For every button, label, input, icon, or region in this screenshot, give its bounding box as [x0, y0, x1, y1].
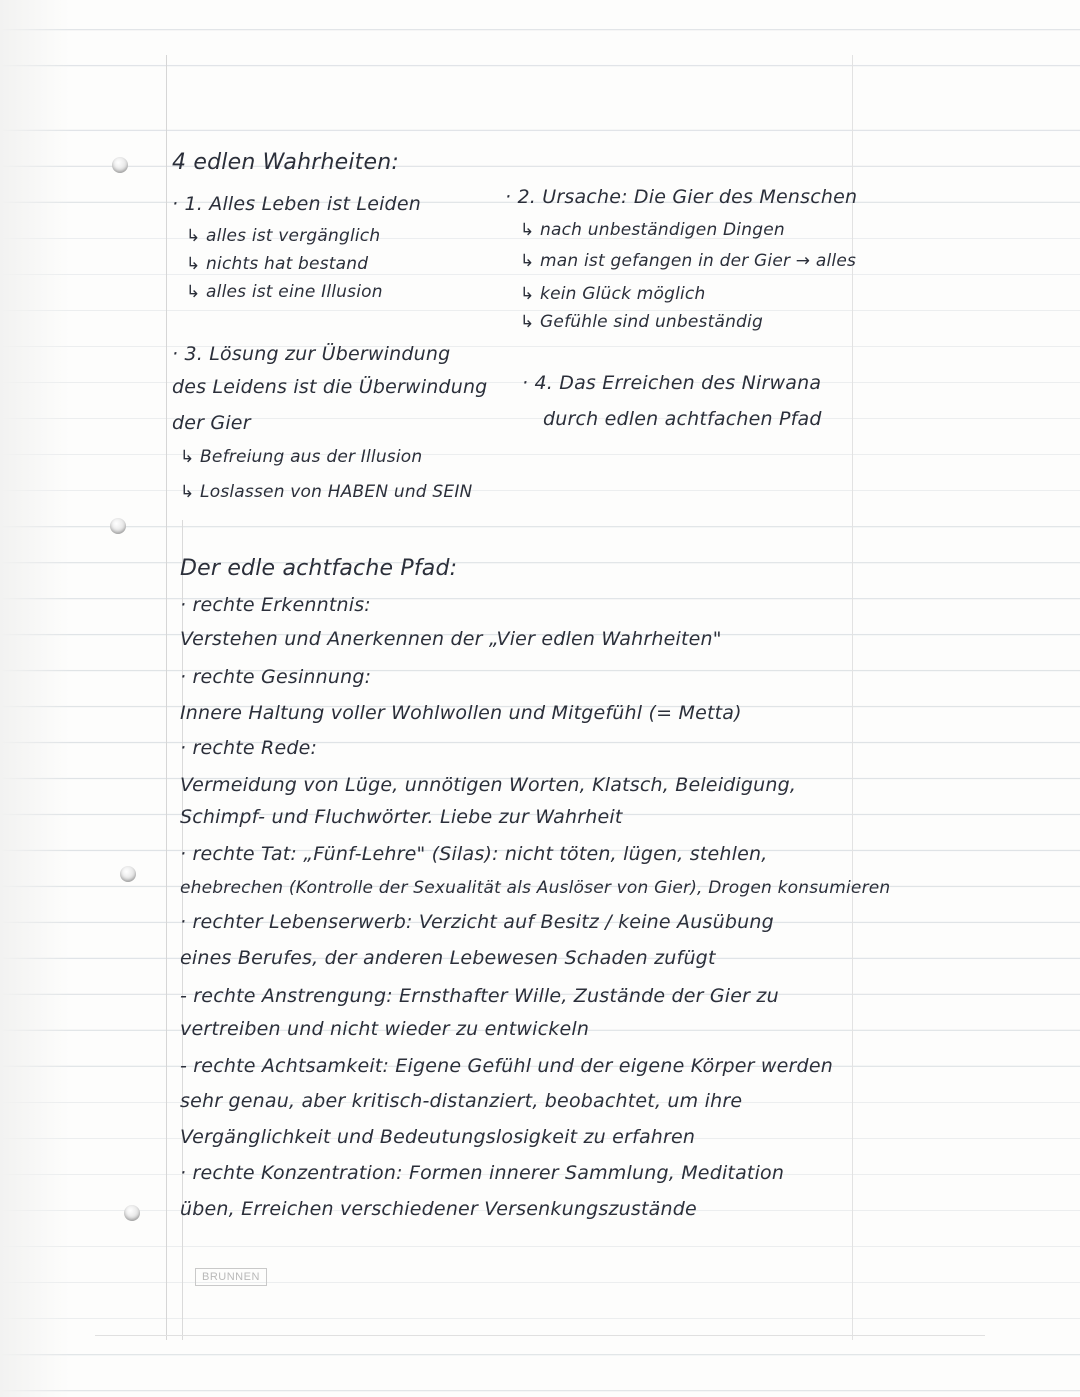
path-item-heading: · rechte Erkenntnis: [180, 594, 371, 616]
truth-3-text: der Gier [172, 412, 251, 434]
punch-hole [124, 1205, 140, 1221]
path-item-text: Vermeidung von Lüge, unnötigen Worten, Klatsch, Beleidigung, [180, 774, 797, 796]
path-item-heading: · rechte Rede: [180, 737, 318, 759]
truth-1-point: ↳ alles ist eine Illusion [186, 282, 383, 302]
truth-2-point: ↳ nach unbeständigen Dingen [520, 220, 785, 240]
truth-1-point: ↳ nichts hat bestand [186, 254, 369, 274]
path-item-text: Innere Haltung voller Wohlwollen und Mitgefühl (= Metta) [180, 702, 742, 724]
path-item-text: · rechte Konzentration: Formen innerer Sammlung, Meditation [180, 1162, 785, 1184]
truth-3-text: des Leidens ist die Überwindung [172, 376, 488, 398]
path-item-text: · rechte Tat: „Fünf-Lehre" (Silas): nicht töten, lügen, stehlen, [180, 843, 768, 865]
path-item-text: Verstehen und Anerkennen der „Vier edlen Wahrheiten" [180, 628, 722, 650]
path-item-text: Schimpf- und Fluchwörter. Liebe zur Wahrheit [180, 806, 623, 828]
brand-logo: BRUNNEN [195, 1268, 267, 1286]
path-item-text: vertreiben und nicht wieder zu entwickeln [180, 1018, 590, 1040]
right-edge-line [852, 55, 853, 1340]
margin-line [166, 55, 167, 1340]
truth-3-point: ↳ Loslassen von HABEN und SEIN [180, 482, 473, 502]
path-item-text: üben, Erreichen verschiedener Versenkungszustände [180, 1198, 697, 1220]
truth-4-heading: · 4. Das Erreichen des Nirwana [522, 372, 822, 394]
truth-3-heading: · 3. Lösung zur Überwindung [172, 343, 451, 365]
truth-2-point: ↳ man ist gefangen in der Gier → alles [520, 251, 857, 271]
truth-4-text: durch edlen achtfachen Pfad [543, 408, 822, 430]
truth-2-heading: · 2. Ursache: Die Gier des Menschen [505, 186, 858, 208]
path-item-text: - rechte Anstrengung: Ernsthafter Wille, Zustände der Gier zu [180, 985, 779, 1007]
path-item-text: - rechte Achtsamkeit: Eigene Gefühl und der eigene Körper werden [180, 1055, 833, 1077]
section-title: 4 edlen Wahrheiten: [172, 150, 400, 175]
truth-1-point: ↳ alles ist vergänglich [186, 226, 381, 246]
punch-hole [120, 866, 136, 882]
truth-3-point: ↳ Befreiung aus der Illusion [180, 447, 423, 467]
path-item-text: · rechter Lebenserwerb: Verzicht auf Besitz / keine Ausübung [180, 911, 774, 933]
truth-2-point: ↳ Gefühle sind unbeständig [520, 312, 763, 332]
path-item-text: Vergänglichkeit und Bedeutungslosigkeit zu erfahren [180, 1126, 696, 1148]
truth-2-point: ↳ kein Glück möglich [520, 284, 706, 304]
bottom-edge-line [95, 1335, 985, 1336]
path-item-text: ehebrechen (Kontrolle der Sexualität als Auslöser von Gier), Drogen konsumieren [180, 878, 891, 898]
path-item-heading: · rechte Gesinnung: [180, 666, 372, 688]
path-item-text: eines Berufes, der anderen Lebewesen Schaden zufügt [180, 947, 716, 969]
page-shadow [0, 0, 70, 1397]
punch-hole [110, 518, 126, 534]
path-item-text: sehr genau, aber kritisch-distanziert, beobachtet, um ihre [180, 1090, 743, 1112]
truth-1-heading: · 1. Alles Leben ist Leiden [172, 193, 421, 215]
punch-hole [112, 157, 128, 173]
path-title: Der edle achtfache Pfad: [180, 556, 458, 581]
